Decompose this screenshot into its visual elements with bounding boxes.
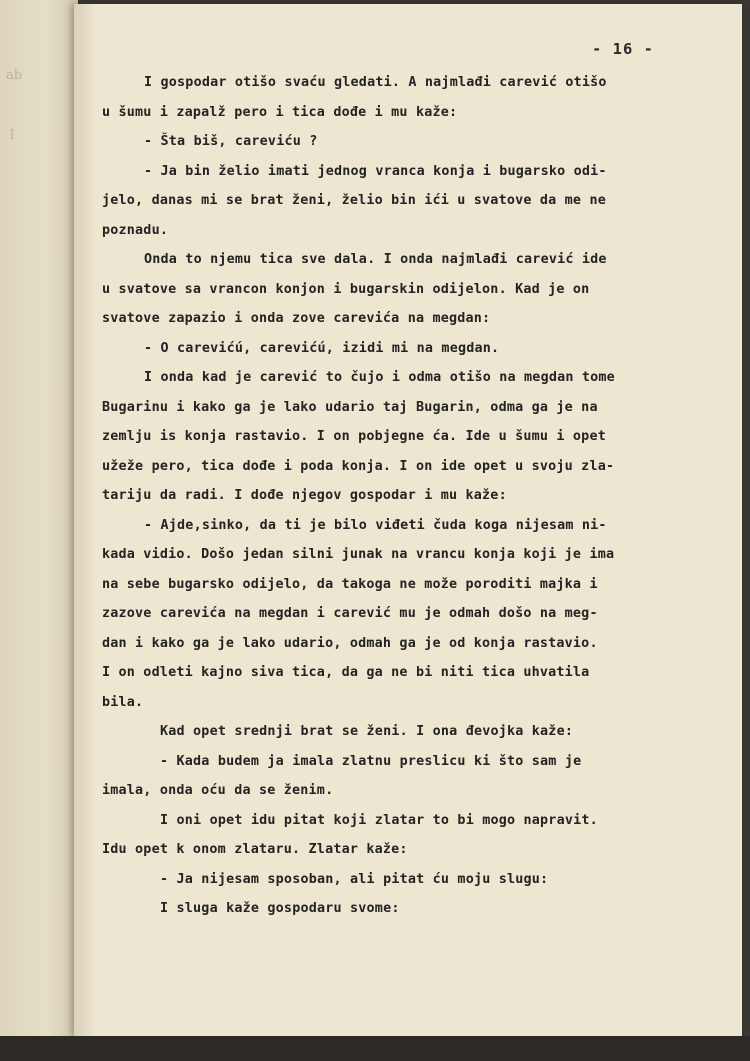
dialogue-line: - Ja bin želio imati jednog vranca konja i bugarsko odi- [144, 163, 607, 179]
text-line: Idu opet k onom zlataru. Zlatar kaže: [102, 842, 408, 857]
text-line: zemlju is konja rastavio. I on pobjegne ća. Ide u šumu i opet [102, 429, 606, 444]
text-line: imala, onda oću da se ženim. [102, 783, 334, 798]
text-line: zazove carevića na megdan i carević mu je odmah došo na meg- [102, 606, 598, 621]
text-line: I oni opet idu pitat koji zlatar to bi mogo napravit. [160, 812, 598, 828]
dialogue-line: - O carevićú, carevićú, izidi mi na megdan. [144, 340, 500, 356]
text-line: I gospodar otišo svaću gledati. A najmlađi carević otišo [144, 75, 607, 90]
text-line: kada vidio. Došo jedan silni junak na vrancu konja koji je ima [102, 547, 615, 562]
text-line: Onda to njemu tica sve dala. I onda najmlađi carević ide [144, 252, 607, 267]
dialogue-line: - Ja nijesam sposoban, ali pitat ću moju slugu: [160, 871, 549, 887]
text-line: I on odleti kajno siva tica, da ga ne bi niti tica uhvatila [102, 665, 590, 680]
page-number: - 16 - [592, 40, 654, 58]
text-line: dan i kako ga je lako udario, odmah ga je od konja rastavio. [102, 635, 598, 651]
text-line: Kad opet srednji brat se ženi. I ona đevojka kaže: [160, 724, 574, 739]
text-line: Bugarinu i kako ga je lako udario taj Bugarin, odma ga je na [102, 399, 598, 415]
text-line: na sebe bugarsko odijelo, da takoga ne može poroditi majka i [102, 576, 598, 592]
text-line: svatove zapazio i onda zove carevića na megdan: [102, 311, 491, 326]
scan-background [0, 1036, 750, 1061]
prev-page-mark: ab [6, 68, 23, 83]
dialogue-line: - Kada budem ja imala zlatnu preslicu ki što sam je [160, 753, 582, 769]
text-line: bila. [102, 694, 144, 710]
text-line: u šumu i zapalž pero i tica dođe i mu kaže: [102, 104, 458, 120]
document-body [102, 68, 722, 924]
dialogue-line: - Šta biš, careviću ? [144, 134, 318, 149]
text-line: užeže pero, tica dođe i poda konja. I on ide opet u svoju zla- [102, 458, 615, 474]
document-page [74, 4, 742, 1036]
previous-page-edge [0, 0, 78, 1040]
dialogue-line: - Ajde,sinko, da ti je bilo viđeti čuda koga nijesam ni- [144, 517, 607, 533]
prev-page-mark: l [10, 128, 15, 143]
text-line: poznadu. [102, 222, 169, 238]
text-line: tariju da radi. I dođe njegov gospodar i mu kaže: [102, 488, 507, 503]
text-line: jelo, danas mi se brat ženi, želio bin ići u svatove da me ne [102, 193, 606, 208]
text-line: I onda kad je carević to čujo i odma otišo na megdan tome [144, 370, 615, 385]
text-line: u svatove sa vrancon konjon i bugarskin odijelon. Kad je on [102, 281, 590, 297]
text-line: I sluga kaže gospodaru svome: [160, 901, 400, 916]
